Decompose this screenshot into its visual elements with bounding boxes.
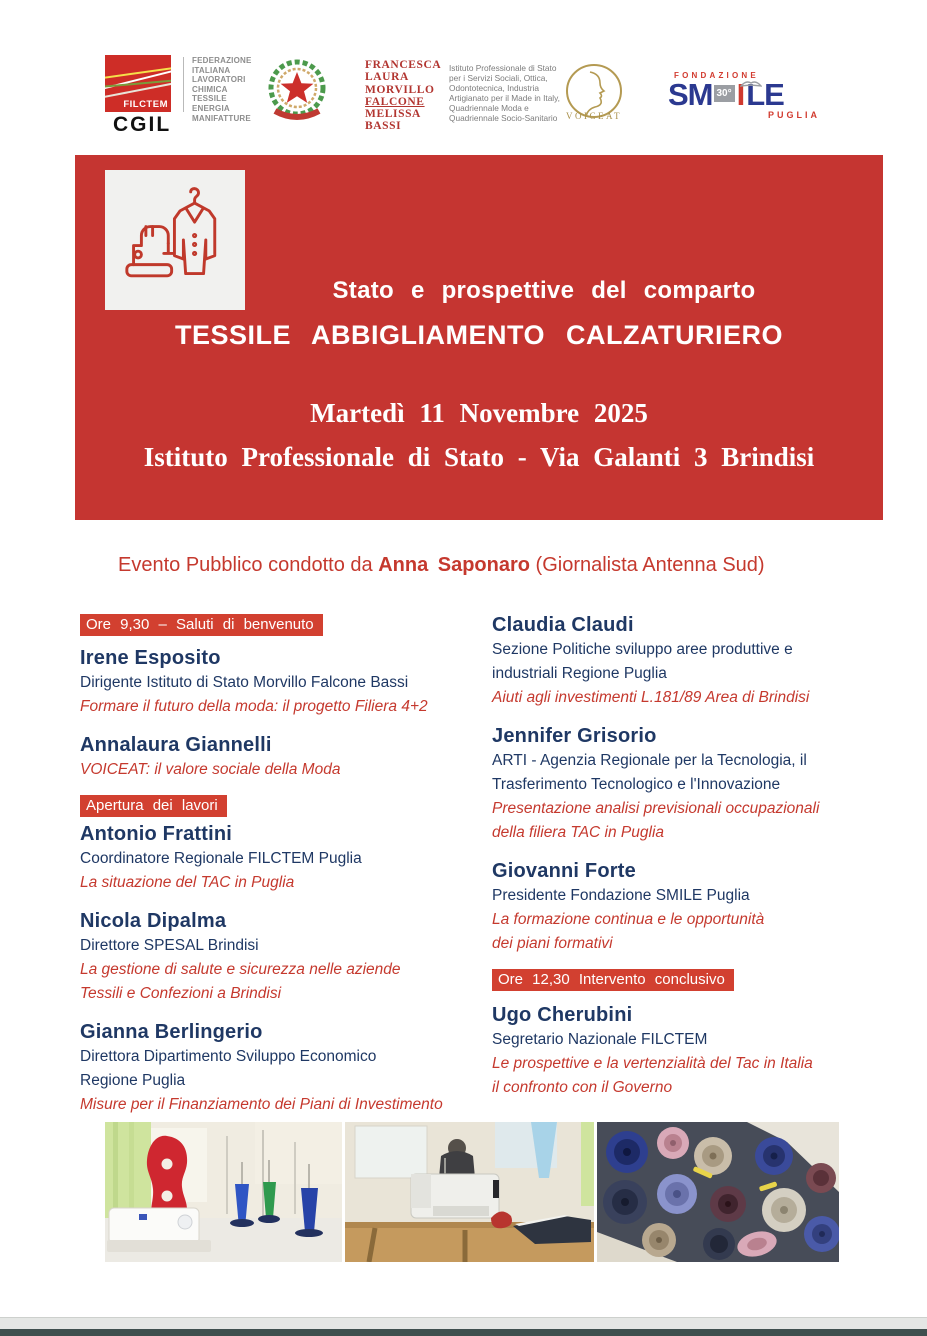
speaker-topic: dei piani formativi xyxy=(492,935,613,952)
speaker-name: Antonio Frattini xyxy=(80,823,233,845)
speaker-topic: La gestione di salute e sicurezza nelle aziende xyxy=(80,961,401,978)
school-name-logo: FRANCESCA LAURA MORVILLO FALCONE MELISSA BASSI xyxy=(365,59,442,133)
speaker-name: Nicola Dipalma xyxy=(80,910,227,932)
banner-date: Martedì 11 Novembre 2025 xyxy=(310,398,648,428)
smile-i: I xyxy=(736,77,746,112)
program-column-right xyxy=(492,612,897,1113)
photo-sewing-workshop xyxy=(345,1122,594,1262)
banner-location: Istituto Professionale di Stato - Via Galanti 3 Brindisi xyxy=(143,442,815,472)
speaker-role: Dirigente Istituto di Stato Morvillo Falcone Bassi xyxy=(80,674,409,691)
speaker-gianna-berlingerio xyxy=(80,1019,485,1117)
smile-30-badge: 30° xyxy=(714,85,735,102)
speaker-giovanni-forte xyxy=(492,858,897,956)
intro-line xyxy=(118,554,765,577)
photo-sewing-studio xyxy=(105,1122,342,1262)
speaker-role: Direttora Dipartimento Sviluppo Economico xyxy=(80,1048,377,1065)
school-description: Istituto Professionale di Stato per i Servizi Sociali, Ottica, Odontotecnica, Industria Artigianato per il Made in Italy, Quadriennale Moda e Quadriennale Socio-Sanitario xyxy=(449,63,560,123)
speaker-annalaura-giannelli xyxy=(80,732,485,782)
voiceat-label: VOICEAT xyxy=(566,111,622,121)
photo-strip xyxy=(105,1122,839,1262)
photo-thread-spools xyxy=(597,1122,839,1262)
voiceat-logo-icon xyxy=(563,62,625,133)
time-badge-0930: Ore 9,30 – Saluti di benvenuto xyxy=(80,614,323,636)
speaker-topic: Le prospettive e la vertenzialità del Tac in Italia xyxy=(492,1055,813,1072)
speaker-topic: La formazione continua e le opportunità xyxy=(492,911,765,928)
speaker-role: ARTI - Agenzia Regionale per la Tecnologia, il xyxy=(492,752,807,769)
speaker-nicola-dipalma xyxy=(80,908,485,1006)
speaker-ugo-cherubini xyxy=(492,1002,897,1100)
speaker-role: Segretario Nazionale FILCTEM xyxy=(492,1031,708,1048)
speaker-role: Regione Puglia xyxy=(80,1072,186,1089)
speaker-topic: della filiera TAC in Puglia xyxy=(492,824,665,841)
speaker-topic: il confronto con il Governo xyxy=(492,1079,673,1096)
logo-strip xyxy=(0,0,927,150)
puglia-label: PUGLIA xyxy=(767,110,820,120)
speaker-topic: VOICEAT: il valore sociale della Moda xyxy=(80,761,341,778)
filctem-label: FILCTEM xyxy=(123,99,168,110)
speaker-topic: Formare il futuro della moda: il progetto Filiera 4+2 xyxy=(80,698,428,715)
federation-text: FEDERAZIONE ITALIANA LAVORATORI CHIMICA TESSILE ENERGIA MANIFATTURE xyxy=(192,56,252,123)
speaker-topic: La situazione del TAC in Puglia xyxy=(80,874,295,891)
speaker-claudia-claudi xyxy=(492,612,897,710)
speaker-name: Gianna Berlingerio xyxy=(80,1021,263,1043)
smile-sm: SM xyxy=(668,77,713,112)
speaker-role: Presidente Fondazione SMILE Puglia xyxy=(492,887,750,904)
speaker-role: Coordinatore Regionale FILCTEM Puglia xyxy=(80,850,362,867)
program-column-left xyxy=(80,614,485,1130)
intro-prefix: Evento Pubblico condotto da xyxy=(118,554,379,576)
time-badge-1230: Ore 12,30 Intervento conclusivo xyxy=(492,969,734,991)
speaker-irene-esposito xyxy=(80,645,485,719)
speaker-jennifer-grisorio xyxy=(492,723,897,845)
banner-title-line2: TESSILE ABBIGLIAMENTO CALZATURIERO xyxy=(175,320,783,350)
logo-divider xyxy=(183,57,184,112)
speaker-name: Claudia Claudi xyxy=(492,614,634,636)
speaker-name: Giovanni Forte xyxy=(492,860,636,882)
section-badge-apertura: Apertura dei lavori xyxy=(80,795,227,817)
cgil-label: CGIL xyxy=(113,113,172,136)
speaker-role: Trasferimento Tecnologico e l'Innovazione xyxy=(492,776,781,793)
speaker-topic: Aiuti agli investimenti L.181/89 Area di Brindisi xyxy=(492,689,810,706)
speaker-antonio-frattini xyxy=(80,821,485,895)
speaker-topic: Tessili e Confezioni a Brindisi xyxy=(80,985,282,1002)
smile-le: LE xyxy=(746,77,784,112)
speaker-name: Irene Esposito xyxy=(80,647,221,669)
intro-host: Anna Saponaro xyxy=(378,554,530,576)
open-book-icon xyxy=(740,77,762,87)
speaker-name: Jennifer Grisorio xyxy=(492,725,657,747)
speaker-role: industriali Regione Puglia xyxy=(492,665,667,682)
speaker-role: Sezione Politiche sviluppo aree produttive e xyxy=(492,641,793,658)
speaker-topic: Presentazione analisi previsionali occupazionali xyxy=(492,800,820,817)
intro-suffix: (Giornalista Antenna Sud) xyxy=(529,554,765,576)
title-banner xyxy=(75,155,883,520)
filctem-logo-icon xyxy=(105,55,171,112)
speaker-topic: Misure per il Finanziamento dei Piani di Investimento xyxy=(80,1096,443,1113)
speaker-name: Annalaura Giannelli xyxy=(80,734,272,756)
speaker-name: Ugo Cherubini xyxy=(492,1004,633,1026)
italian-republic-emblem-icon xyxy=(261,55,333,134)
fondazione-label: FONDAZIONE xyxy=(674,71,759,80)
banner-title-line1: Stato e prospettive del comparto xyxy=(332,277,756,304)
window-bottom-bar xyxy=(0,1329,927,1336)
speaker-role: Direttore SPESAL Brindisi xyxy=(80,937,259,954)
smile-foundation-logo xyxy=(668,71,820,120)
